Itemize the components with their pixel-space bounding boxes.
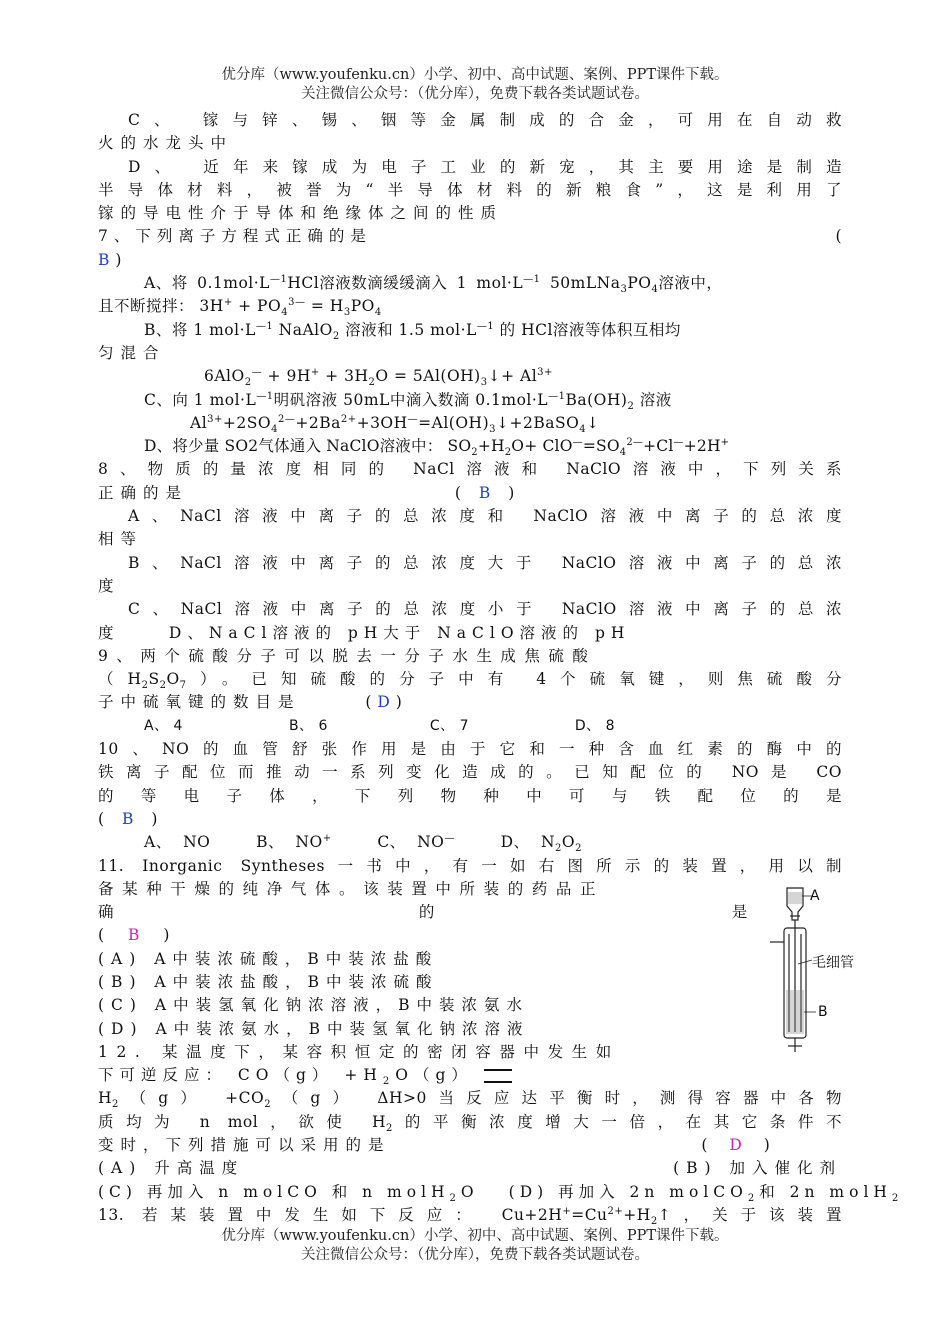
- q8-option-d: D、NaCl溶液的 pH大于 NaClO溶液的 pH: [168, 623, 631, 642]
- q7-answer: B: [98, 250, 110, 269]
- q12-answer: D: [729, 1136, 743, 1155]
- q12-stem-cont3: 质均为 n mol，欲使 $H_2$的平衡浓度增大一倍，在其它条件不: [98, 1112, 842, 1134]
- q11-option-d: (D) A中装浓氨水，B中装氢氧化钠浓溶液: [98, 1019, 530, 1038]
- q11-answer: B: [128, 926, 140, 945]
- q6-option-d-cont1: 半导体材料，被誉为“半导体材料的新粮食”，这是利用了: [98, 180, 842, 199]
- q10-answer: B: [122, 809, 134, 828]
- q11-option-c: (C) A中装氢氧化钠浓溶液，B中装浓氨水: [98, 996, 529, 1015]
- q6-option-d-cont2: 镓的导电性介于导体和绝缘体之间的性质: [98, 204, 504, 223]
- q7-option-a: A、将 $0.1mol\cdot L^{—1}HCl$溶液数滴缓缓滴入 1 $mol\cdot L^{—1}$ $50mLNa_3PO_4$溶液中，: [144, 273, 723, 296]
- page-footer: [0, 1227, 950, 1265]
- q8-answer: B: [478, 483, 491, 502]
- q12-options-cd: (C) 再加入 n molCO 和 n molH$_2$O (D) 再加入 2n molCO$_2$和 2n molH$_2$: [98, 1182, 904, 1204]
- q7-stem: 7、下列离子方程式正确的是 (: [98, 227, 842, 246]
- q12-stem-cont2: $H_2(g) +CO_2(g)$ ΔH>0当反应达平衡时，测得容器中各物: [98, 1089, 842, 1111]
- q7-option-b-cont: 匀混合: [98, 343, 166, 362]
- footer-line-2: 关注微信公众号：（优分库），免费下载各类试题试卷。: [301, 1247, 649, 1263]
- header-line-2: 关注微信公众号：（优分库），免费下载各类试题试卷。: [301, 86, 649, 102]
- q7-option-a-eq: 且不断搅拌： $3H^+ + PO_4^{3—} = H_3PO_4$: [98, 297, 382, 319]
- q8-stem: 8、物质的量浓度相同的 NaCl溶液和 NaClO溶液中，下列关系: [98, 460, 842, 479]
- q11-stem: 11. Inorganic Syntheses一书中，有一如右图所示的装置，用以制: [98, 856, 842, 875]
- q12-options-ab: (A) 升高温度 (B) 加入催化剂: [98, 1159, 842, 1178]
- q11-stem-cont: 备某种干燥的纯净气体。该装置中所装的药品正: [98, 879, 605, 898]
- q12-stem-cont: 下可逆反应： $CO(g) +H_2O(g)$: [98, 1064, 842, 1087]
- q12-stem: 12. 某温度下，某容积恒定的密闭容器中发生如: [98, 1042, 620, 1061]
- q8-option-c-cont: 度 D、NaCl溶液的 pH大于 NaClO溶液的 pH: [98, 623, 631, 642]
- q10-stem-cont2: 的等电子体，下列物种中可与铁配位的是: [98, 786, 842, 805]
- q10-answer-line: ( B ): [98, 809, 158, 828]
- q9-options: A、 4 B、 6 C、 7 D、 8: [144, 717, 615, 734]
- q8-option-a-cont: 相等: [98, 530, 144, 549]
- figure-label-a: A: [810, 888, 820, 904]
- q8-option-b: B、NaCl溶液中离子的总浓度大于 NaClO溶液中离子的总浓: [128, 553, 842, 572]
- q7-option-b-eq: $6AlO_2^— + 9H^+ + 3H_2O$ = $5Al(OH)_3↓+ Al^{3+}$: [204, 367, 553, 389]
- q9-stem: 9、两个硫酸分子可以脱去一分子水生成焦硫酸: [98, 646, 597, 665]
- figure-label-b: B: [818, 1004, 828, 1020]
- q7-option-c-eq: $Al^{3+}+2SO_4^{2—}+2Ba^{2+}+3OH^—=Al(OH)_3↓+2BaSO_4↓$: [190, 413, 600, 435]
- q10-stem-cont: 铁离子配位而推动一系列变化造成的。已知配位的 NO是 CO: [98, 763, 842, 782]
- q6-option-c: C、 镓与锌、锡、铟等金属制成的合金，可用在自动救: [128, 111, 842, 129]
- q11-answer-line: ( B ): [98, 926, 170, 945]
- q10-options: A、 NO B、 NO+ C、 NO— D、 $N_2O_2$: [144, 833, 582, 855]
- figure-label-capillary: 毛细管: [812, 955, 854, 971]
- q8-option-a: A、NaCl溶液中离子的总浓度和 NaClO溶液中离子的总浓度: [128, 507, 842, 526]
- q9-stem-cont2: 子中硫氧键的数目是 ( D ): [98, 693, 403, 712]
- q7-option-c: C、向 1 $mol\cdot L^{—1}$明矾溶液 50mL中滴入数滴 $0.1mol\cdot L^{—1}Ba(OH)_2$ 溶液: [144, 390, 672, 412]
- header-line-1: 优分库（www.youfenku.cn）小学、初中、高中试题、案例、PPT课件下载。: [221, 67, 729, 83]
- q12-stem-cont4: 变时，下列措施可以采用的是 ( D ): [98, 1136, 771, 1155]
- q11-stem-cont2: 确 的 是: [98, 903, 748, 922]
- q8-stem-cont: 正确的是 ( B ): [98, 483, 515, 502]
- q11-option-a: (A) A中装浓硫酸，B中装浓盐酸: [98, 949, 439, 968]
- q7-option-b: B、将 1 $mol\cdot L^{—1}$ NaAlO$_2$ 溶液和 1.5 $mol\cdot L^{—1}$ 的 HCl溶液等体积互相均: [144, 320, 681, 342]
- q9-stem-cont: $(H_2S_2O_7)$。已知硫酸的分子中有 4个硫氧键，则焦硫酸分: [98, 670, 842, 692]
- q7-answer-line: B ): [98, 250, 122, 269]
- q8-option-c: C、NaCl溶液中离子的总浓度小于 NaClO溶液中离子的总浓: [128, 600, 842, 619]
- apparatus-figure: [760, 882, 870, 1060]
- q6-option-d: D、 近年来镓成为电子工业的新宠，其主要用途是制造: [128, 157, 842, 176]
- q10-stem: 10、NO的血管舒张作用是由于它和一种含血红素的酶中的: [98, 740, 842, 759]
- page-header: [0, 66, 950, 104]
- equilibrium-arrow-icon: [484, 1069, 512, 1083]
- q13-stem: 13. 若某装置中发生如下反应： $Cu+2H^+=Cu^{2+}+H_2↑$，关于该装置: [98, 1205, 842, 1228]
- q11-option-b: (B) A中装浓盐酸，B中装浓硫酸: [98, 972, 439, 991]
- document-body: [98, 109, 904, 1228]
- q7-option-d: D、将少量 SO2气体通入 NaClO溶液中： $SO_2+H_2O+ ClO^—=SO_4^{2—}+Cl^—+2H^+$: [144, 437, 730, 459]
- q9-answer: D: [377, 693, 391, 712]
- q8-option-b-cont: 度: [98, 576, 115, 595]
- q6-option-c-cont: 火的水龙头中: [98, 134, 234, 153]
- footer-line-1: 优分库（www.youfenku.cn）小学、初中、高中试题、案例、PPT课件下载。: [221, 1228, 729, 1244]
